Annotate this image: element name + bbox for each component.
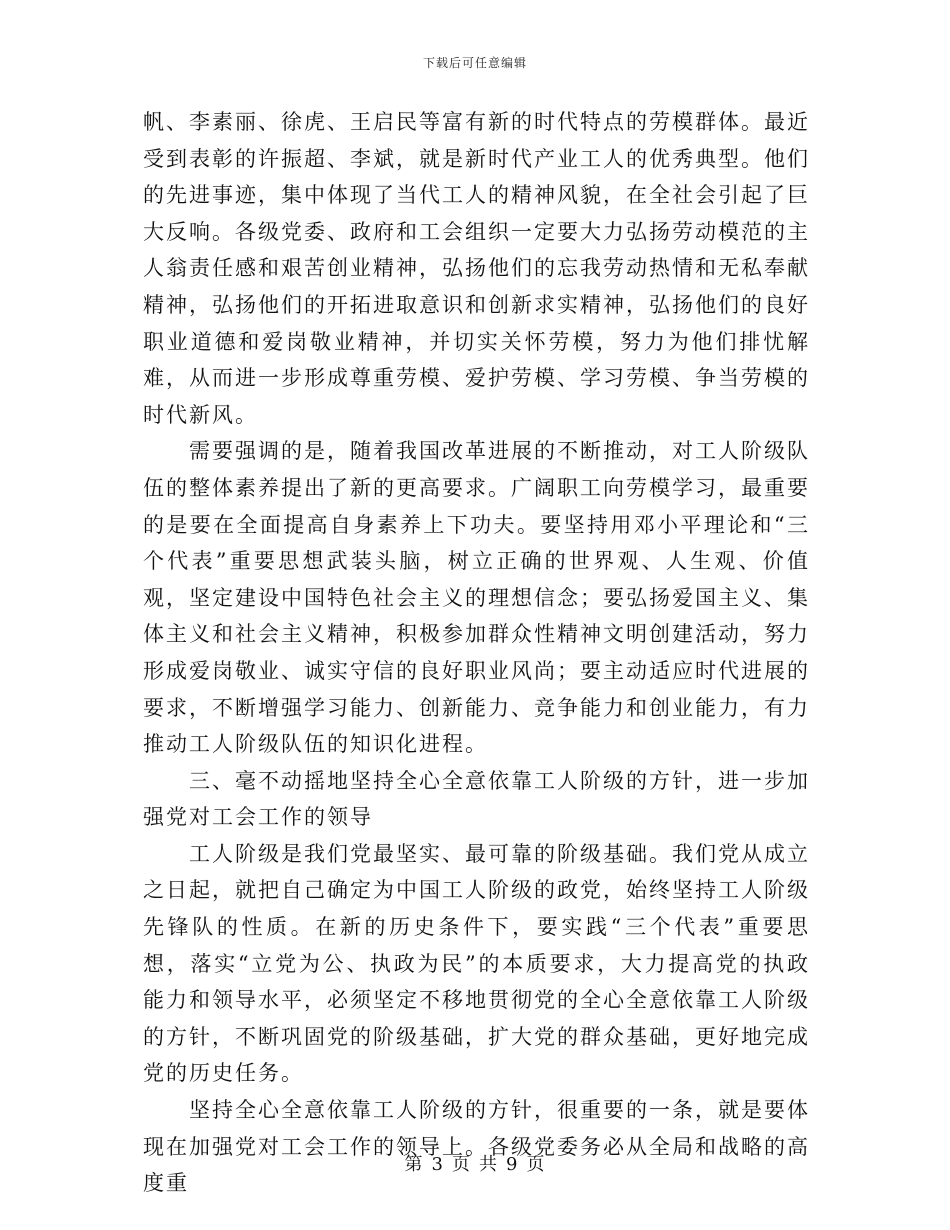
footer-prefix: 第 [404, 1154, 424, 1175]
footer-total-word: 共 [479, 1154, 498, 1175]
footer-total-pages: 9 [506, 1154, 519, 1175]
section-heading-three: 三、毫不动摇地坚持全心全意依靠工人阶级的方针，进一步加强党对工会工作的领导 [143, 768, 810, 830]
document-body [143, 104, 810, 1202]
paragraph-quality-requirements: 需要强调的是，随着我国改革进展的不断推动，对工人阶级队伍的整体素养提出了新的更高要求。广阔职工向劳模学习，最重要的是要在全面提高自身素养上下功夫。要坚持用邓小平理论和“三个代表”重要思想武装头脑，树立正确的世界观、人生观、价值观，坚定建设中国特色社会主义的理想信念；要弘扬爱国主义、集体主义和社会主义精神，积极参加群众性精神文明创建活动，努力形成爱岗敬业、诚实守信的良好职业风尚；要主动适应时代进展的要求，不断增强学习能力、创新能力、竞争能力和创业能力，有力推动工人阶级队伍的知识化进程。 [143, 439, 810, 757]
footer-current-page: 3 [431, 1154, 444, 1175]
footer-page-word: 页 [452, 1154, 471, 1175]
paragraph-continued: 帆、李素丽、徐虎、王启民等富有新的时代特点的劳模群体。最近受到表彰的许振超、李斌，就是新时代产业工人的优秀典型。他们的先进事迹，集中体现了当代工人的精神风貌，在全社会引起了巨大反响。各级党委、政府和工会组织一定要大力弘扬劳动模范的主人翁责任感和艰苦创业精神，弘扬他们的忘我劳动热情和无私奉献精神，弘扬他们的开拓进取意识和创新求实精神，弘扬他们的良好职业道德和爱岗敬业精神，并切实关怀劳模，努力为他们排忧解难，从而进一步形成尊重劳模、爱护劳模、学习劳模、争当劳模的时代新风。 [143, 110, 810, 427]
paragraph-working-class-foundation: 工人阶级是我们党最坚实、最可靠的阶级基础。我们党从成立之日起，就把自己确定为中国工人阶级的政党，始终坚持工人阶级先锋队的性质。在新的历史条件下，要实践“三个代表”重要思想，落实“立党为公、执政为民”的本质要求，大力提高党的执政能力和领导水平，必须坚定不移地贯彻党的全心全意依靠工人阶级的方针，不断巩固党的阶级基础，扩大党的群众基础，更好地完成党的历史任务。 [143, 841, 810, 1086]
footer-suffix: 页 [526, 1154, 546, 1175]
page-number-footer [0, 1150, 950, 1176]
paragraph-party-leadership: 坚持全心全意依靠工人阶级的方针，很重要的一条，就是要体现在加强党对工会工作的领导上。各级党委务必从全局和战略的高度重 [143, 1098, 810, 1196]
download-note: 下载后可任意编辑 [422, 56, 527, 70]
